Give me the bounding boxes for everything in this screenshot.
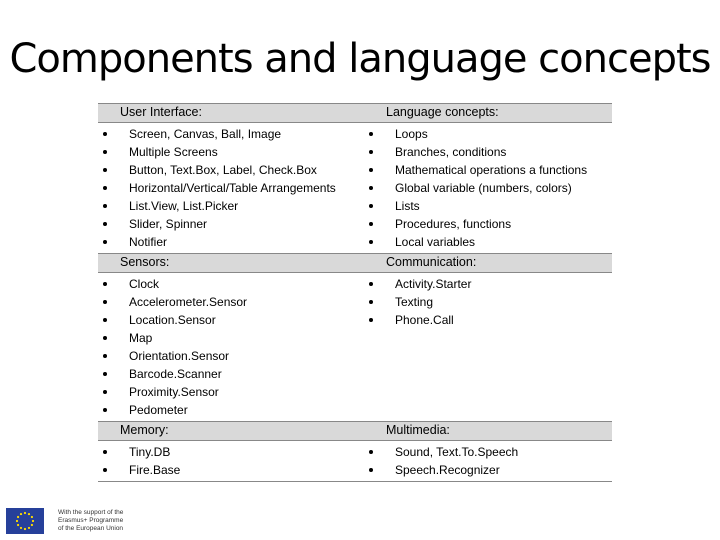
list-item-text: List.View, List.Picker: [129, 199, 239, 213]
list-item-text: Lists: [395, 199, 420, 213]
list-item: [98, 293, 364, 311]
list-item-text: Barcode.Scanner: [129, 367, 222, 381]
bullet-icon: [103, 390, 107, 394]
list-item: [364, 233, 612, 251]
bullet-list: [364, 123, 612, 253]
list-item: [364, 311, 612, 329]
bullet-icon: [369, 222, 373, 226]
left-column: [98, 273, 364, 421]
star-icon: [28, 513, 30, 515]
bullet-icon: [369, 240, 373, 244]
left-column: [98, 123, 364, 253]
section-header: Memory:: [120, 423, 169, 437]
list-item: [364, 143, 612, 161]
star-icon: [24, 512, 26, 514]
left-column: [98, 441, 364, 481]
right-column: [364, 441, 612, 481]
section-header-row: [98, 104, 612, 123]
list-item: [364, 461, 612, 479]
list-item-text: Pedometer: [129, 403, 188, 417]
bullet-list: [364, 273, 612, 331]
star-icon: [20, 527, 22, 529]
list-item: [98, 347, 364, 365]
list-item-text: Multiple Screens: [129, 145, 218, 159]
bullet-icon: [369, 318, 373, 322]
bullet-icon: [103, 168, 107, 172]
list-item-text: Slider, Spinner: [129, 217, 208, 231]
list-item: [98, 215, 364, 233]
star-icon: [31, 524, 33, 526]
bullet-icon: [369, 204, 373, 208]
eu-flag-icon: [6, 508, 44, 534]
bullet-icon: [369, 300, 373, 304]
list-item-text: Sound, Text.To.Speech: [395, 445, 519, 459]
eu-support-text: [58, 509, 123, 533]
list-item: [98, 365, 364, 383]
bullet-icon: [103, 336, 107, 340]
eu-support-logo: [6, 505, 134, 537]
section-body: [98, 273, 612, 421]
bullet-icon: [103, 186, 107, 190]
eu-support-line: With the support of the: [58, 509, 124, 516]
list-item: [98, 383, 364, 401]
star-icon: [31, 516, 33, 518]
section-header: User Interface:: [120, 105, 202, 119]
bullet-icon: [369, 186, 373, 190]
list-item-text: Texting: [395, 295, 434, 309]
bullet-icon: [369, 468, 373, 472]
list-item: [98, 443, 364, 461]
star-icon: [16, 520, 18, 522]
bullet-icon: [103, 372, 107, 376]
list-item-text: Location.Sensor: [129, 313, 216, 327]
right-column: [364, 273, 612, 421]
list-item: [364, 215, 612, 233]
bullet-icon: [103, 132, 107, 136]
bullet-list: [364, 441, 612, 481]
bullet-list: [98, 441, 364, 481]
list-item: [98, 179, 364, 197]
bullet-icon: [369, 132, 373, 136]
list-item: [98, 275, 364, 293]
bullet-icon: [369, 282, 373, 286]
list-item-text: Global variable (numbers, colors): [395, 181, 572, 195]
concepts-table: [98, 103, 612, 482]
bullet-icon: [103, 150, 107, 154]
list-item: [98, 233, 364, 251]
list-item: [98, 461, 364, 479]
section-body: [98, 123, 612, 253]
section-body: [98, 441, 612, 481]
list-item: [364, 443, 612, 461]
list-item-text: Accelerometer.Sensor: [129, 295, 248, 309]
bullet-list: [98, 123, 364, 253]
list-item: [364, 125, 612, 143]
star-icon: [28, 527, 30, 529]
section-header: Sensors:: [120, 255, 170, 269]
list-item-text: Orientation.Sensor: [129, 349, 230, 363]
eu-support-line: Erasmus+ Programme: [58, 517, 124, 524]
list-item-text: Horizontal/Vertical/Table Arrangements: [129, 181, 336, 195]
list-item: [364, 197, 612, 215]
list-item: [98, 125, 364, 143]
list-item-text: Fire.Base: [129, 463, 181, 477]
list-item: [364, 161, 612, 179]
bullet-icon: [103, 282, 107, 286]
list-item-text: Speech.Recognizer: [395, 463, 500, 477]
section-header: Communication:: [386, 255, 477, 269]
list-item: [98, 161, 364, 179]
list-item: [364, 275, 612, 293]
list-item-text: Branches, conditions: [395, 145, 507, 159]
bullet-icon: [103, 354, 107, 358]
section-header-row: [98, 253, 612, 273]
star-icon: [20, 513, 22, 515]
list-item: [364, 179, 612, 197]
bullet-icon: [369, 168, 373, 172]
list-item-text: Activity.Starter: [395, 277, 472, 291]
list-item-text: Phone.Call: [395, 313, 454, 327]
star-icon: [32, 520, 34, 522]
section-header: Multimedia:: [386, 423, 450, 437]
bullet-icon: [103, 222, 107, 226]
list-item-text: Proximity.Sensor: [129, 385, 219, 399]
list-item-text: Mathematical operations a functions: [395, 163, 588, 177]
list-item-text: Procedures, functions: [395, 217, 512, 231]
bullet-icon: [103, 450, 107, 454]
list-item-text: Tiny.DB: [129, 445, 171, 459]
list-item-text: Clock: [129, 277, 160, 291]
bullet-icon: [103, 240, 107, 244]
star-icon: [24, 528, 26, 530]
list-item: [98, 143, 364, 161]
list-item-text: Loops: [395, 127, 428, 141]
right-column: [364, 123, 612, 253]
list-item: [98, 401, 364, 419]
page-title: Components and language concepts: [9, 36, 711, 82]
list-item-text: Screen, Canvas, Ball, Image: [129, 127, 282, 141]
list-item-text: Local variables: [395, 235, 476, 249]
bullet-icon: [103, 300, 107, 304]
bullet-icon: [369, 450, 373, 454]
list-item: [98, 197, 364, 215]
bullet-icon: [103, 468, 107, 472]
star-icon: [17, 524, 19, 526]
star-icon: [17, 516, 19, 518]
list-item-text: Notifier: [129, 235, 168, 249]
bullet-icon: [103, 204, 107, 208]
list-item: [98, 311, 364, 329]
list-item: [98, 329, 364, 347]
section-header-row: [98, 421, 612, 441]
bullet-icon: [103, 408, 107, 412]
eu-support-line: of the European Union: [58, 525, 124, 532]
bullet-list: [98, 273, 364, 421]
bullet-icon: [369, 150, 373, 154]
list-item: [364, 293, 612, 311]
section-header: Language concepts:: [386, 105, 499, 119]
list-item-text: Map: [129, 331, 153, 345]
bullet-icon: [103, 318, 107, 322]
list-item-text: Button, Text.Box, Label, Check.Box: [129, 163, 317, 177]
